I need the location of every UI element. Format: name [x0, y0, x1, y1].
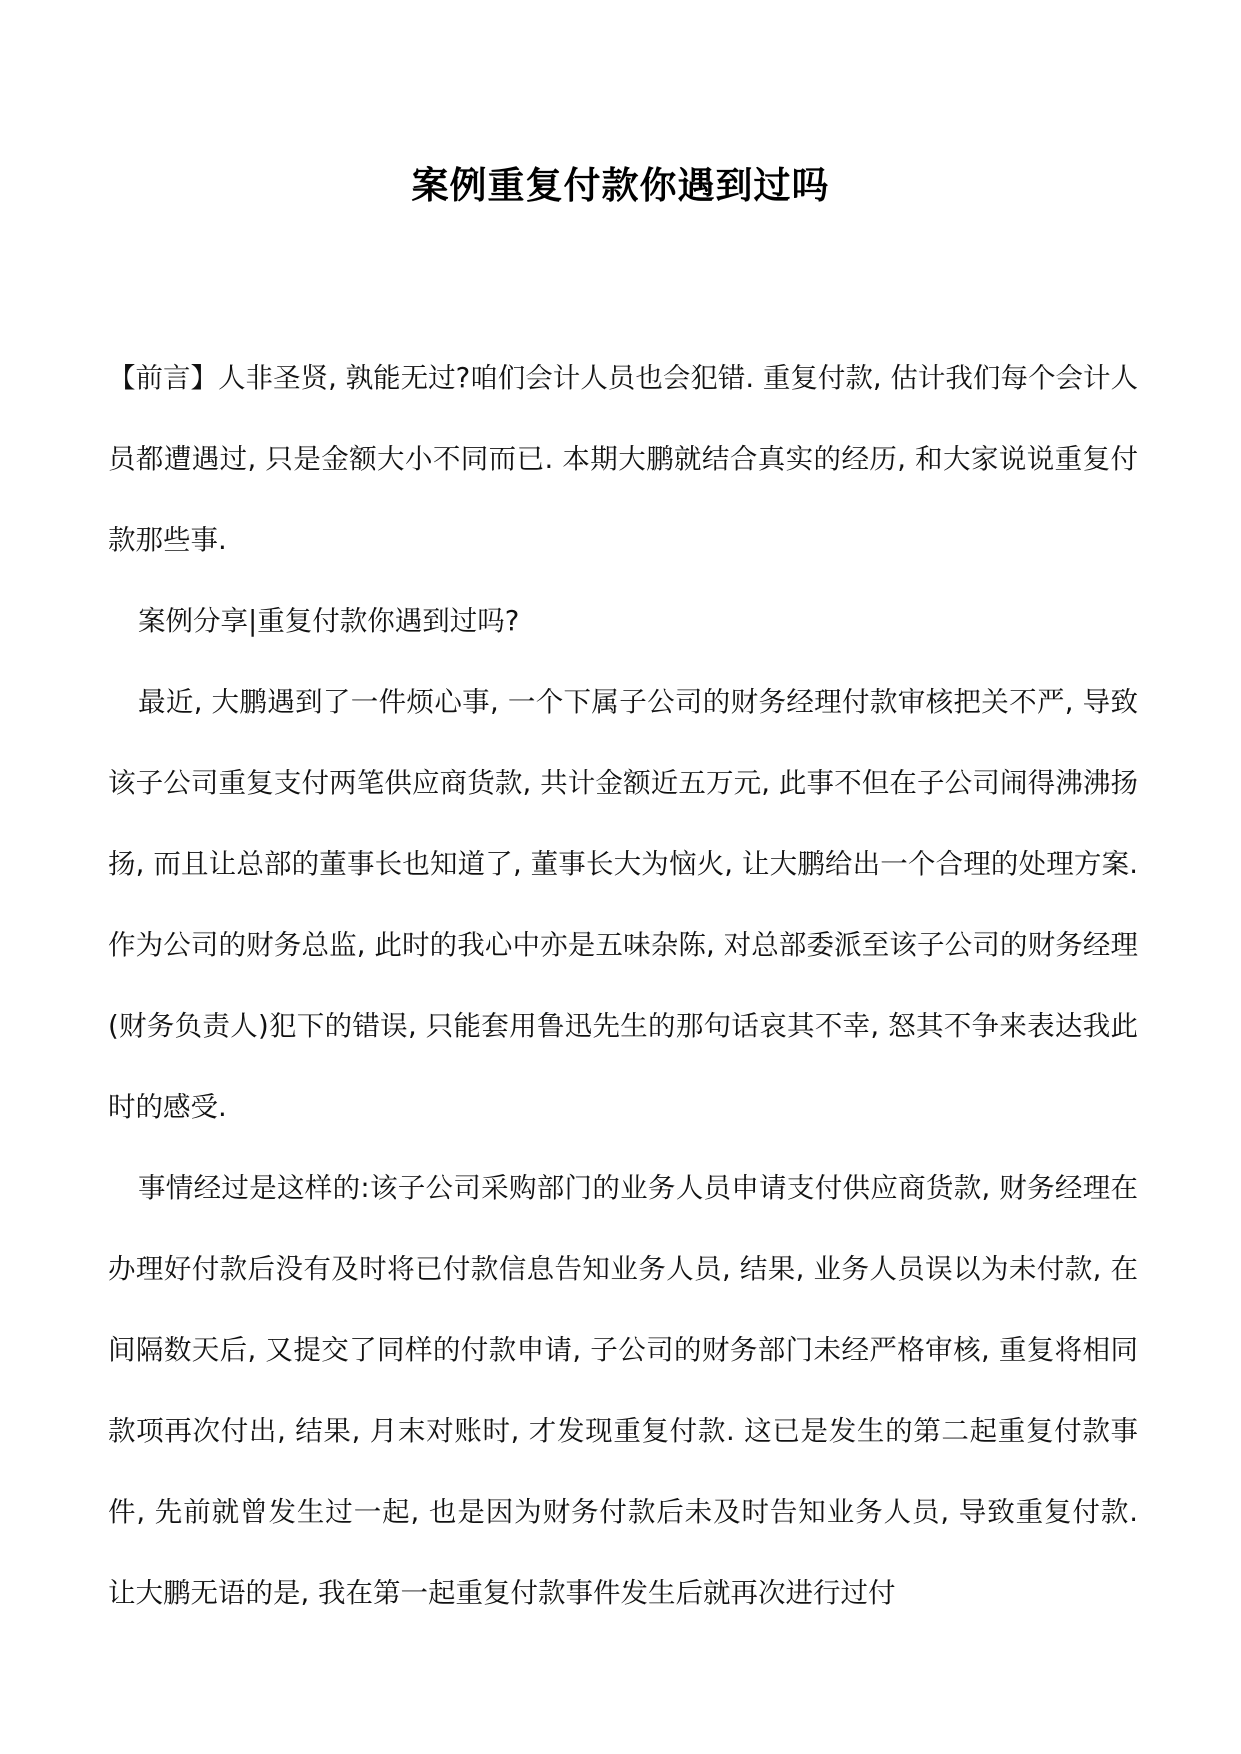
- document-title: 案例重复付款你遇到过吗: [411, 163, 830, 207]
- paragraph-preface: 【前言】人非圣贤, 孰能无过?咱们会计人员也会犯错. 重复付款, 估计我们每个会计人员都遭遇过, 只是金额大小不同而已. 本期大鹏就结合真实的经历, 和大家说说重复付款那些事.: [108, 362, 1138, 556]
- document-body: [108, 338, 1138, 1634]
- paragraph-case-heading: 案例分享|重复付款你遇到过吗?: [138, 605, 520, 637]
- paragraph-recent-event: 最近, 大鹏遇到了一件烦心事, 一个下属子公司的财务经理付款审核把关不严, 导致该子公司重复支付两笔供应商货款, 共计金额近五万元, 此事不但在子公司闹得沸沸扬扬, 而且让总部的董事长也知道了, 董事长大为恼火, 让大鹏给出一个合理的处理方案. 作为公司的财务总监, 此时的我心中亦是五味杂陈, 对总部委派至该子公司的财务经理(财务负责人)犯下的错误, 只能套用鲁迅先生的那句话哀其不幸, 怒其不争来表达我此时的感受.: [108, 686, 1138, 1123]
- paragraph-event-details: 事情经过是这样的:该子公司采购部门的业务人员申请支付供应商货款, 财务经理在办理好付款后没有及时将已付款信息告知业务人员, 结果, 业务人员误以为未付款, 在间隔数天后, 又提交了同样的付款申请, 子公司的财务部门未经严格审核, 重复将相同款项再次付出, 结果, 月末对账时, 才发现重复付款. 这已是发生的第二起重复付款事件, 先前就曾发生过一起, 也是因为财务付款后未及时告知业务人员, 导致重复付款. 让大鹏无语的是, 我在第一起重复付款事件发生后就再次进行过付: [108, 1172, 1138, 1609]
